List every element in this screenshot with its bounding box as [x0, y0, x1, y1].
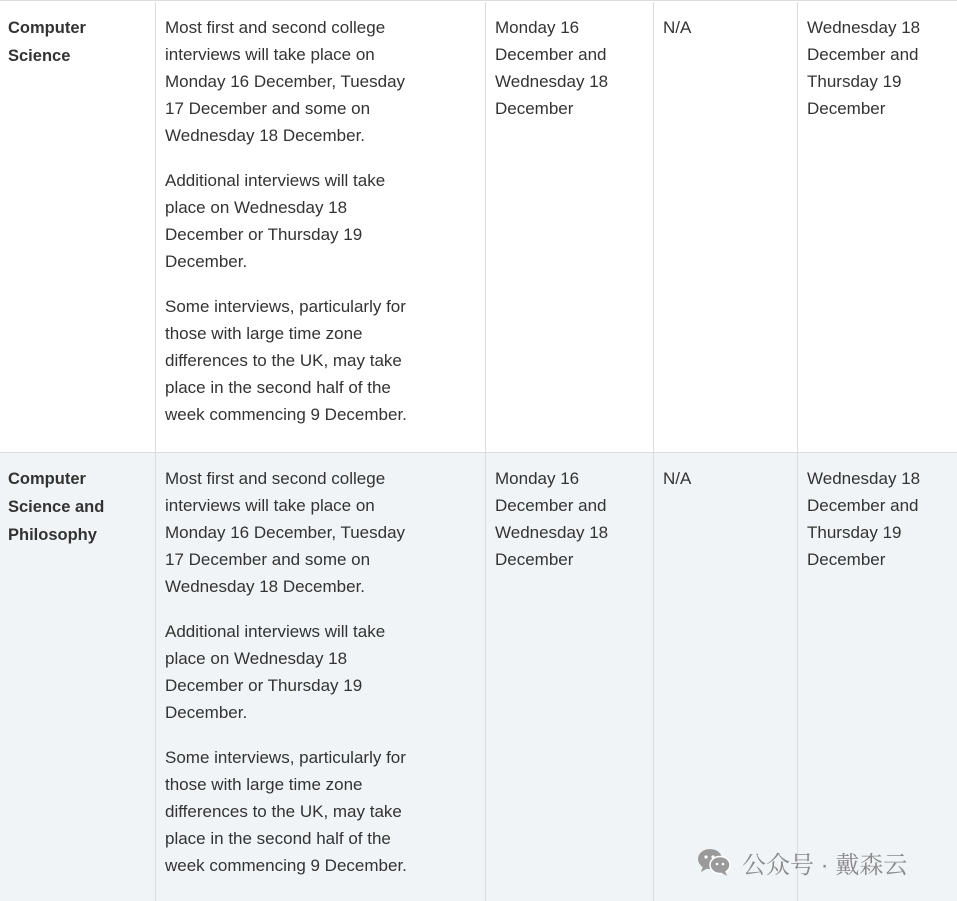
dates-text: Monday 16 December and Wednesday 18 December — [495, 18, 609, 118]
college-interviews-cell — [156, 2, 486, 452]
dates-cell-3 — [486, 2, 654, 452]
dates-text: Wednesday 18 December and Thursday 19 December — [807, 18, 921, 118]
interview-paragraph: Some interviews, particularly for those with large time zone differences to the UK, may take place in the second half of the week commencing 9 December. — [165, 748, 407, 875]
subject-cell — [0, 453, 156, 901]
subject-name: Computer Science and Philosophy — [8, 470, 105, 544]
dates-text: N/A — [663, 18, 692, 37]
dates-text: Wednesday 18 December and Thursday 19 December — [807, 469, 921, 569]
subject-name: Computer Science — [8, 19, 86, 65]
watermark — [696, 842, 907, 882]
college-interviews-cell — [156, 453, 486, 901]
table-row — [0, 2, 957, 453]
interview-paragraph: Most first and second college interviews will take place on Monday 16 December, Tuesday 17 December and some on Wednesday 18 December. — [165, 469, 406, 596]
dates-cell-5 — [798, 453, 957, 901]
subject-cell — [0, 2, 156, 452]
watermark-text: 公众号 · 戴森云 — [742, 851, 908, 879]
dates-text: Monday 16 December and Wednesday 18 December — [495, 469, 609, 569]
dates-cell-5 — [798, 2, 957, 452]
dates-text: N/A — [663, 469, 692, 488]
wechat-icon — [696, 847, 732, 877]
interview-paragraph: Most first and second college interviews will take place on Monday 16 December, Tuesday 17 December and some on Wednesday 18 December. — [165, 18, 406, 145]
dates-cell-3 — [486, 453, 654, 901]
interview-paragraph: Additional interviews will take place on Wednesday 18 December or Thursday 19 December. — [165, 171, 386, 271]
interview-paragraph: Additional interviews will take place on Wednesday 18 December or Thursday 19 December. — [165, 622, 386, 722]
dates-cell-4 — [654, 2, 798, 452]
table-row — [0, 453, 957, 901]
dates-cell-4 — [654, 453, 798, 901]
interview-paragraph: Some interviews, particularly for those with large time zone differences to the UK, may take place in the second half of the week commencing 9 December. — [165, 297, 407, 424]
